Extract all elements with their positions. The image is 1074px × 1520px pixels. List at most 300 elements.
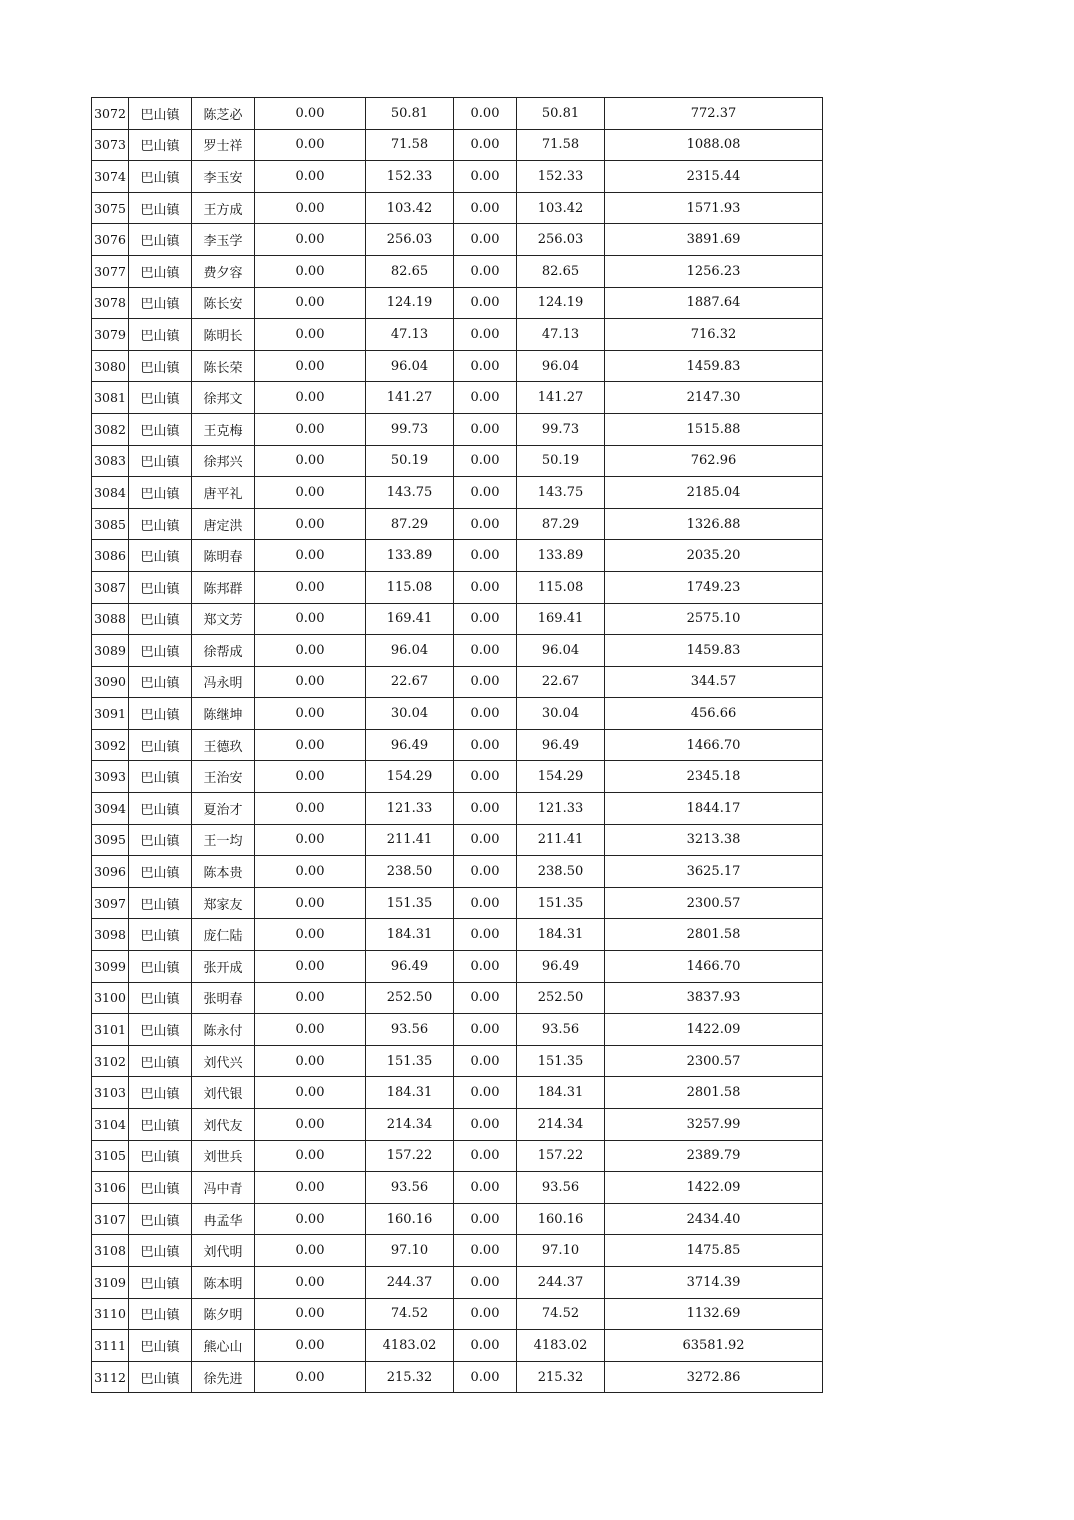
value-b-cell: 133.89 (366, 540, 454, 572)
town-cell: 巴山镇 (129, 635, 192, 667)
table-row (92, 1330, 823, 1362)
value-b-cell: 87.29 (366, 508, 454, 540)
table-row (92, 192, 823, 224)
value-a-cell: 0.00 (255, 919, 366, 951)
amount-cell: 1132.69 (605, 1298, 823, 1330)
town-cell: 巴山镇 (129, 255, 192, 287)
name-cell: 罗士祥 (192, 129, 255, 161)
table-row (92, 761, 823, 793)
amount-cell: 772.37 (605, 98, 823, 130)
value-d-cell: 256.03 (517, 224, 605, 256)
value-d-cell: 96.04 (517, 350, 605, 382)
amount-cell: 2801.58 (605, 919, 823, 951)
value-d-cell: 211.41 (517, 824, 605, 856)
value-a-cell: 0.00 (255, 856, 366, 888)
table-row (92, 887, 823, 919)
value-c-cell: 0.00 (454, 477, 517, 509)
row-number-cell: 3111 (92, 1330, 129, 1362)
town-cell: 巴山镇 (129, 571, 192, 603)
name-cell: 陈继坤 (192, 698, 255, 730)
amount-cell: 2315.44 (605, 161, 823, 193)
value-c-cell: 0.00 (454, 319, 517, 351)
data-table (91, 97, 823, 1393)
value-c-cell: 0.00 (454, 350, 517, 382)
value-d-cell: 169.41 (517, 603, 605, 635)
value-b-cell: 50.81 (366, 98, 454, 130)
row-number-cell: 3097 (92, 887, 129, 919)
value-b-cell: 96.04 (366, 635, 454, 667)
value-b-cell: 121.33 (366, 793, 454, 825)
amount-cell: 3714.39 (605, 1266, 823, 1298)
town-cell: 巴山镇 (129, 729, 192, 761)
table-row (92, 951, 823, 983)
name-cell: 王治安 (192, 761, 255, 793)
value-b-cell: 82.65 (366, 255, 454, 287)
row-number-cell: 3110 (92, 1298, 129, 1330)
value-b-cell: 96.49 (366, 729, 454, 761)
value-b-cell: 215.32 (366, 1361, 454, 1393)
town-cell: 巴山镇 (129, 1298, 192, 1330)
name-cell: 唐定洪 (192, 508, 255, 540)
name-cell: 刘代银 (192, 1077, 255, 1109)
name-cell: 陈明春 (192, 540, 255, 572)
row-number-cell: 3102 (92, 1045, 129, 1077)
value-a-cell: 0.00 (255, 255, 366, 287)
value-a-cell: 0.00 (255, 1330, 366, 1362)
amount-cell: 1571.93 (605, 192, 823, 224)
table-row (92, 382, 823, 414)
value-c-cell: 0.00 (454, 192, 517, 224)
amount-cell: 2345.18 (605, 761, 823, 793)
table-row (92, 445, 823, 477)
value-c-cell: 0.00 (454, 129, 517, 161)
table-row (92, 635, 823, 667)
value-b-cell: 214.34 (366, 1109, 454, 1141)
row-number-cell: 3090 (92, 666, 129, 698)
amount-cell: 1844.17 (605, 793, 823, 825)
town-cell: 巴山镇 (129, 1203, 192, 1235)
row-number-cell: 3100 (92, 982, 129, 1014)
name-cell: 冯永明 (192, 666, 255, 698)
town-cell: 巴山镇 (129, 445, 192, 477)
value-a-cell: 0.00 (255, 1014, 366, 1046)
value-c-cell: 0.00 (454, 603, 517, 635)
town-cell: 巴山镇 (129, 824, 192, 856)
town-cell: 巴山镇 (129, 698, 192, 730)
town-cell: 巴山镇 (129, 161, 192, 193)
name-cell: 陈芝必 (192, 98, 255, 130)
town-cell: 巴山镇 (129, 1077, 192, 1109)
town-cell: 巴山镇 (129, 540, 192, 572)
table-row (92, 698, 823, 730)
value-b-cell: 97.10 (366, 1235, 454, 1267)
value-c-cell: 0.00 (454, 413, 517, 445)
name-cell: 徐邦兴 (192, 445, 255, 477)
table-row (92, 824, 823, 856)
town-cell: 巴山镇 (129, 1361, 192, 1393)
value-c-cell: 0.00 (454, 887, 517, 919)
amount-cell: 3625.17 (605, 856, 823, 888)
name-cell: 陈明长 (192, 319, 255, 351)
value-b-cell: 256.03 (366, 224, 454, 256)
value-b-cell: 157.22 (366, 1140, 454, 1172)
value-b-cell: 151.35 (366, 1045, 454, 1077)
town-cell: 巴山镇 (129, 1330, 192, 1362)
amount-cell: 716.32 (605, 319, 823, 351)
town-cell: 巴山镇 (129, 603, 192, 635)
value-c-cell: 0.00 (454, 761, 517, 793)
value-a-cell: 0.00 (255, 666, 366, 698)
value-c-cell: 0.00 (454, 824, 517, 856)
name-cell: 王德玖 (192, 729, 255, 761)
name-cell: 陈邦群 (192, 571, 255, 603)
value-d-cell: 154.29 (517, 761, 605, 793)
value-a-cell: 0.00 (255, 445, 366, 477)
amount-cell: 2434.40 (605, 1203, 823, 1235)
value-c-cell: 0.00 (454, 1140, 517, 1172)
row-number-cell: 3109 (92, 1266, 129, 1298)
town-cell: 巴山镇 (129, 287, 192, 319)
value-d-cell: 141.27 (517, 382, 605, 414)
amount-cell: 2185.04 (605, 477, 823, 509)
town-cell: 巴山镇 (129, 1045, 192, 1077)
value-d-cell: 50.81 (517, 98, 605, 130)
value-d-cell: 184.31 (517, 919, 605, 951)
name-cell: 刘世兵 (192, 1140, 255, 1172)
value-b-cell: 74.52 (366, 1298, 454, 1330)
value-d-cell: 4183.02 (517, 1330, 605, 1362)
value-b-cell: 96.04 (366, 350, 454, 382)
table-row (92, 1109, 823, 1141)
amount-cell: 2300.57 (605, 1045, 823, 1077)
value-a-cell: 0.00 (255, 224, 366, 256)
value-b-cell: 50.19 (366, 445, 454, 477)
value-c-cell: 0.00 (454, 1172, 517, 1204)
table-row (92, 540, 823, 572)
row-number-cell: 3076 (92, 224, 129, 256)
table-row (92, 1361, 823, 1393)
table-row (92, 255, 823, 287)
value-c-cell: 0.00 (454, 1266, 517, 1298)
amount-cell: 1887.64 (605, 287, 823, 319)
table-row (92, 287, 823, 319)
value-d-cell: 121.33 (517, 793, 605, 825)
name-cell: 王方成 (192, 192, 255, 224)
value-a-cell: 0.00 (255, 1203, 366, 1235)
value-c-cell: 0.00 (454, 919, 517, 951)
row-number-cell: 3101 (92, 1014, 129, 1046)
table-row (92, 1014, 823, 1046)
table-row (92, 793, 823, 825)
value-d-cell: 133.89 (517, 540, 605, 572)
table-row (92, 224, 823, 256)
row-number-cell: 3112 (92, 1361, 129, 1393)
value-a-cell: 0.00 (255, 1235, 366, 1267)
name-cell: 陈长荣 (192, 350, 255, 382)
row-number-cell: 3103 (92, 1077, 129, 1109)
value-b-cell: 169.41 (366, 603, 454, 635)
value-b-cell: 154.29 (366, 761, 454, 793)
value-d-cell: 184.31 (517, 1077, 605, 1109)
value-a-cell: 0.00 (255, 161, 366, 193)
amount-cell: 3213.38 (605, 824, 823, 856)
value-a-cell: 0.00 (255, 1045, 366, 1077)
value-d-cell: 96.49 (517, 951, 605, 983)
row-number-cell: 3088 (92, 603, 129, 635)
value-a-cell: 0.00 (255, 1077, 366, 1109)
name-cell: 费夕容 (192, 255, 255, 287)
value-c-cell: 0.00 (454, 161, 517, 193)
value-a-cell: 0.00 (255, 1109, 366, 1141)
town-cell: 巴山镇 (129, 793, 192, 825)
amount-cell: 1422.09 (605, 1172, 823, 1204)
name-cell: 徐先进 (192, 1361, 255, 1393)
table-row (92, 477, 823, 509)
town-cell: 巴山镇 (129, 982, 192, 1014)
value-c-cell: 0.00 (454, 635, 517, 667)
name-cell: 夏治才 (192, 793, 255, 825)
value-b-cell: 244.37 (366, 1266, 454, 1298)
name-cell: 唐平礼 (192, 477, 255, 509)
amount-cell: 63581.92 (605, 1330, 823, 1362)
amount-cell: 1256.23 (605, 255, 823, 287)
value-c-cell: 0.00 (454, 1235, 517, 1267)
value-a-cell: 0.00 (255, 951, 366, 983)
row-number-cell: 3074 (92, 161, 129, 193)
value-d-cell: 160.16 (517, 1203, 605, 1235)
value-d-cell: 99.73 (517, 413, 605, 445)
value-a-cell: 0.00 (255, 824, 366, 856)
amount-cell: 1749.23 (605, 571, 823, 603)
town-cell: 巴山镇 (129, 192, 192, 224)
value-d-cell: 87.29 (517, 508, 605, 540)
value-d-cell: 22.67 (517, 666, 605, 698)
row-number-cell: 3096 (92, 856, 129, 888)
row-number-cell: 3098 (92, 919, 129, 951)
amount-cell: 3257.99 (605, 1109, 823, 1141)
value-b-cell: 160.16 (366, 1203, 454, 1235)
value-d-cell: 215.32 (517, 1361, 605, 1393)
value-a-cell: 0.00 (255, 1266, 366, 1298)
name-cell: 张开成 (192, 951, 255, 983)
amount-cell: 1088.08 (605, 129, 823, 161)
value-a-cell: 0.00 (255, 571, 366, 603)
row-number-cell: 3072 (92, 98, 129, 130)
row-number-cell: 3093 (92, 761, 129, 793)
value-b-cell: 141.27 (366, 382, 454, 414)
value-b-cell: 99.73 (366, 413, 454, 445)
value-d-cell: 103.42 (517, 192, 605, 224)
town-cell: 巴山镇 (129, 951, 192, 983)
value-c-cell: 0.00 (454, 698, 517, 730)
table-row (92, 508, 823, 540)
value-c-cell: 0.00 (454, 98, 517, 130)
value-b-cell: 115.08 (366, 571, 454, 603)
town-cell: 巴山镇 (129, 98, 192, 130)
value-c-cell: 0.00 (454, 729, 517, 761)
value-d-cell: 238.50 (517, 856, 605, 888)
table-row (92, 666, 823, 698)
value-a-cell: 0.00 (255, 508, 366, 540)
table-row (92, 129, 823, 161)
town-cell: 巴山镇 (129, 856, 192, 888)
name-cell: 王一均 (192, 824, 255, 856)
value-b-cell: 93.56 (366, 1172, 454, 1204)
amount-cell: 1475.85 (605, 1235, 823, 1267)
town-cell: 巴山镇 (129, 477, 192, 509)
row-number-cell: 3108 (92, 1235, 129, 1267)
name-cell: 熊心山 (192, 1330, 255, 1362)
name-cell: 刘代友 (192, 1109, 255, 1141)
table-row (92, 1077, 823, 1109)
amount-cell: 344.57 (605, 666, 823, 698)
value-d-cell: 97.10 (517, 1235, 605, 1267)
table-row (92, 919, 823, 951)
row-number-cell: 3106 (92, 1172, 129, 1204)
town-cell: 巴山镇 (129, 919, 192, 951)
town-cell: 巴山镇 (129, 382, 192, 414)
town-cell: 巴山镇 (129, 224, 192, 256)
value-b-cell: 124.19 (366, 287, 454, 319)
row-number-cell: 3094 (92, 793, 129, 825)
name-cell: 庞仁陆 (192, 919, 255, 951)
table-row (92, 1203, 823, 1235)
value-c-cell: 0.00 (454, 445, 517, 477)
value-b-cell: 184.31 (366, 1077, 454, 1109)
row-number-cell: 3092 (92, 729, 129, 761)
table-row (92, 729, 823, 761)
value-b-cell: 211.41 (366, 824, 454, 856)
town-cell: 巴山镇 (129, 666, 192, 698)
value-b-cell: 252.50 (366, 982, 454, 1014)
name-cell: 陈夕明 (192, 1298, 255, 1330)
value-a-cell: 0.00 (255, 603, 366, 635)
row-number-cell: 3085 (92, 508, 129, 540)
table-row (92, 856, 823, 888)
value-d-cell: 252.50 (517, 982, 605, 1014)
value-c-cell: 0.00 (454, 287, 517, 319)
row-number-cell: 3073 (92, 129, 129, 161)
town-cell: 巴山镇 (129, 508, 192, 540)
amount-cell: 2389.79 (605, 1140, 823, 1172)
table-row (92, 1298, 823, 1330)
value-c-cell: 0.00 (454, 951, 517, 983)
value-a-cell: 0.00 (255, 287, 366, 319)
town-cell: 巴山镇 (129, 319, 192, 351)
row-number-cell: 3107 (92, 1203, 129, 1235)
table-row (92, 1140, 823, 1172)
table-row (92, 319, 823, 351)
name-cell: 陈永付 (192, 1014, 255, 1046)
value-b-cell: 22.67 (366, 666, 454, 698)
value-d-cell: 30.04 (517, 698, 605, 730)
value-a-cell: 0.00 (255, 1361, 366, 1393)
table-row (92, 98, 823, 130)
table-row (92, 1266, 823, 1298)
value-a-cell: 0.00 (255, 793, 366, 825)
value-c-cell: 0.00 (454, 255, 517, 287)
row-number-cell: 3105 (92, 1140, 129, 1172)
value-c-cell: 0.00 (454, 1014, 517, 1046)
name-cell: 刘代兴 (192, 1045, 255, 1077)
town-cell: 巴山镇 (129, 1172, 192, 1204)
town-cell: 巴山镇 (129, 1109, 192, 1141)
value-a-cell: 0.00 (255, 761, 366, 793)
amount-cell: 1422.09 (605, 1014, 823, 1046)
amount-cell: 2300.57 (605, 887, 823, 919)
value-b-cell: 47.13 (366, 319, 454, 351)
name-cell: 徐帮成 (192, 635, 255, 667)
row-number-cell: 3078 (92, 287, 129, 319)
amount-cell: 1466.70 (605, 729, 823, 761)
name-cell: 李玉学 (192, 224, 255, 256)
town-cell: 巴山镇 (129, 1014, 192, 1046)
value-b-cell: 184.31 (366, 919, 454, 951)
value-a-cell: 0.00 (255, 1172, 366, 1204)
row-number-cell: 3081 (92, 382, 129, 414)
town-cell: 巴山镇 (129, 1140, 192, 1172)
value-b-cell: 30.04 (366, 698, 454, 730)
value-d-cell: 71.58 (517, 129, 605, 161)
value-c-cell: 0.00 (454, 666, 517, 698)
table-row (92, 571, 823, 603)
value-a-cell: 0.00 (255, 698, 366, 730)
row-number-cell: 3087 (92, 571, 129, 603)
amount-cell: 2147.30 (605, 382, 823, 414)
value-b-cell: 4183.02 (366, 1330, 454, 1362)
table-row (92, 1172, 823, 1204)
value-a-cell: 0.00 (255, 192, 366, 224)
value-b-cell: 152.33 (366, 161, 454, 193)
row-number-cell: 3104 (92, 1109, 129, 1141)
value-a-cell: 0.00 (255, 98, 366, 130)
row-number-cell: 3079 (92, 319, 129, 351)
value-c-cell: 0.00 (454, 508, 517, 540)
value-c-cell: 0.00 (454, 1361, 517, 1393)
value-b-cell: 71.58 (366, 129, 454, 161)
value-b-cell: 143.75 (366, 477, 454, 509)
amount-cell: 1459.83 (605, 635, 823, 667)
value-d-cell: 244.37 (517, 1266, 605, 1298)
value-c-cell: 0.00 (454, 793, 517, 825)
name-cell: 冉孟华 (192, 1203, 255, 1235)
value-d-cell: 74.52 (517, 1298, 605, 1330)
name-cell: 陈本贵 (192, 856, 255, 888)
value-a-cell: 0.00 (255, 1298, 366, 1330)
amount-cell: 3837.93 (605, 982, 823, 1014)
name-cell: 冯中青 (192, 1172, 255, 1204)
value-d-cell: 50.19 (517, 445, 605, 477)
row-number-cell: 3082 (92, 413, 129, 445)
value-a-cell: 0.00 (255, 319, 366, 351)
row-number-cell: 3086 (92, 540, 129, 572)
town-cell: 巴山镇 (129, 350, 192, 382)
value-a-cell: 0.00 (255, 540, 366, 572)
value-a-cell: 0.00 (255, 1140, 366, 1172)
value-c-cell: 0.00 (454, 571, 517, 603)
name-cell: 王克梅 (192, 413, 255, 445)
table-row (92, 161, 823, 193)
amount-cell: 2035.20 (605, 540, 823, 572)
value-b-cell: 103.42 (366, 192, 454, 224)
amount-cell: 1326.88 (605, 508, 823, 540)
value-b-cell: 151.35 (366, 887, 454, 919)
value-c-cell: 0.00 (454, 982, 517, 1014)
value-d-cell: 93.56 (517, 1014, 605, 1046)
town-cell: 巴山镇 (129, 1235, 192, 1267)
value-d-cell: 214.34 (517, 1109, 605, 1141)
value-c-cell: 0.00 (454, 856, 517, 888)
